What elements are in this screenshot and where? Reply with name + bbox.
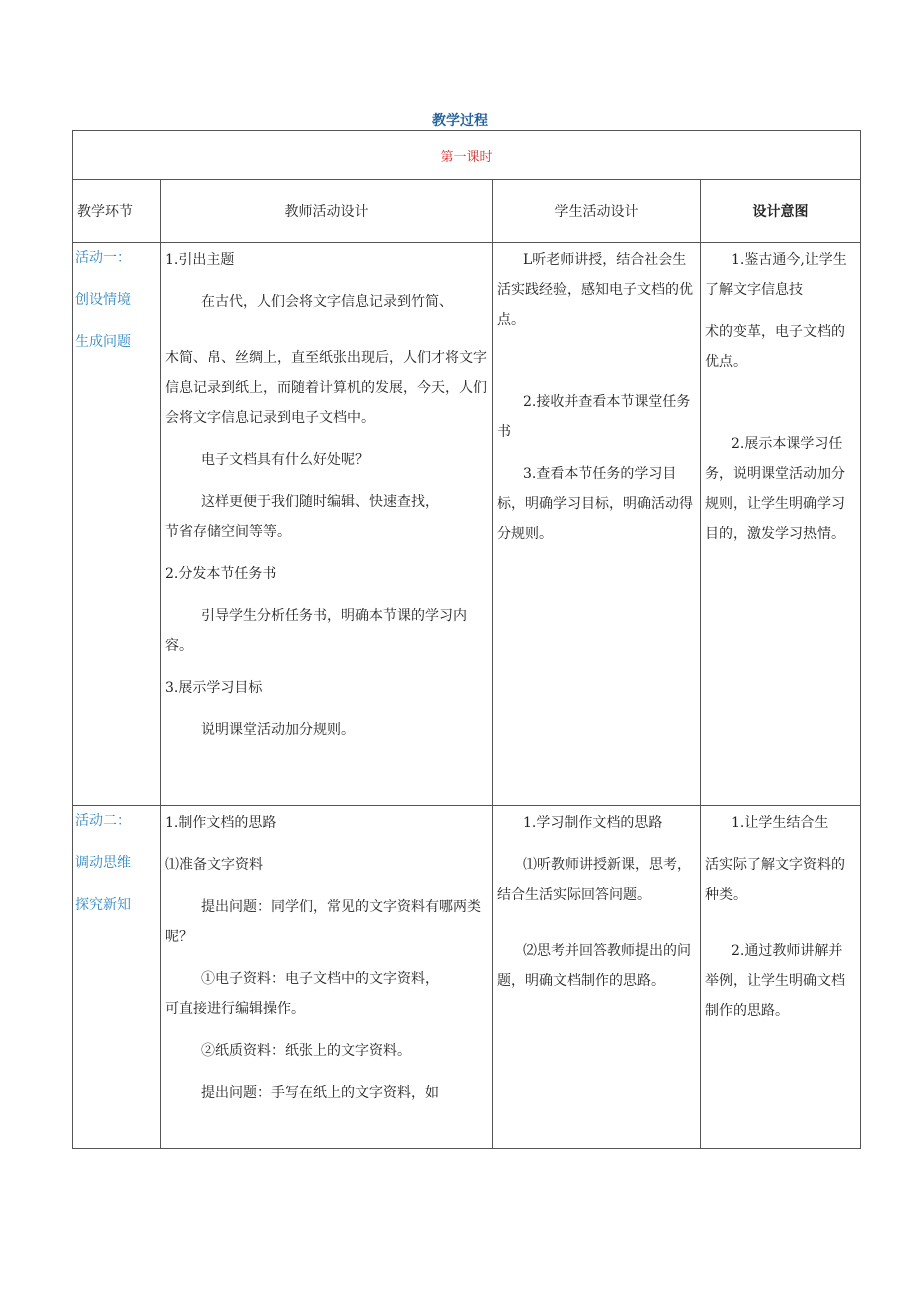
student-cell: [493, 806, 701, 1149]
teacher-text: ②纸质资料：纸张上的文字资料。: [201, 1043, 411, 1059]
teacher-text: 说明课堂活动加分规则。: [201, 722, 355, 738]
teacher-text: 提出问题：同学们，常见的文字资料有哪两类呢？: [165, 899, 481, 945]
teacher-text: 这样更便于我们随时编辑、快速查找，: [201, 494, 439, 510]
student-text: 2.接收并查看本节课堂任务书: [497, 394, 691, 440]
teacher-text: 可直接进行编辑操作。: [165, 1001, 305, 1017]
intent-text: 1.鉴古通今,让学生了解文字信息技: [705, 252, 847, 298]
student-cell: [493, 243, 701, 806]
student-text: ⑴听教师讲授新课，思考，结合生活实际回答问题。: [497, 857, 691, 903]
intent-text: 活实际了解文字资料的种类。: [705, 857, 845, 903]
teacher-cell: [161, 806, 493, 1149]
stage-line: 探究新知: [75, 897, 131, 913]
header-teacher: 教师活动设计: [161, 180, 493, 243]
stage-line: 生成问题: [75, 334, 131, 350]
stage-line: 创设情境: [75, 292, 131, 308]
header-stage: 教学环节: [73, 180, 161, 243]
teacher-text: 节省存储空间等等。: [165, 524, 291, 540]
teacher-cell: [161, 243, 493, 806]
teacher-text: 木简、帛、丝绸上，直至纸张出现后，人们才将文字信息记录到纸上，而随着计算机的发展，今天，人们会将文字信息记录到电子文档中。: [165, 350, 487, 426]
student-text: 1.学习制作文档的思路: [523, 815, 663, 831]
header-intent: 设计意图: [701, 180, 861, 243]
stage-line: 活动一：: [75, 250, 131, 266]
lesson-table: [72, 130, 861, 1149]
student-text: L听老师讲授，结合社会生活实践经验，感知电子文档的优点。: [497, 252, 693, 328]
teacher-text: ⑴准备文字资料: [165, 857, 263, 873]
teacher-text: 提出问题：手写在纸上的文字资料，如: [201, 1085, 439, 1101]
page-title: 教学过程: [432, 113, 488, 129]
header-row: [73, 180, 861, 243]
stage-cell: [73, 806, 161, 1149]
teacher-text: 在古代，人们会将文字信息记录到竹简、: [201, 294, 453, 310]
intent-text: 2.通过教师讲解并举例，让学生明确文档制作的思路。: [705, 943, 845, 1019]
intent-cell: [701, 806, 861, 1149]
teacher-text: ①电子资料：电子文档中的文字资料，: [201, 971, 439, 987]
table-row: [73, 243, 861, 806]
intent-text: 1.让学生结合生: [731, 815, 829, 831]
teacher-text: 2.分发本节任务书: [165, 566, 277, 582]
table-row: [73, 806, 861, 1149]
stage-line: 调动思维: [75, 855, 131, 871]
intent-text: 2.展示本课学习任务，说明课堂活动加分规则，让学生明确学习目的，激发学习热情。: [705, 436, 845, 542]
teacher-text: 1.制作文档的思路: [165, 815, 277, 831]
student-text: ⑵思考并回答教师提出的问题，明确文档制作的思路。: [497, 943, 691, 989]
teacher-text: 3.展示学习目标: [165, 680, 263, 696]
student-text: 3.查看本节任务的学习目标，明确学习目标，明确活动得分规则。: [497, 466, 693, 542]
intent-cell: [701, 243, 861, 806]
teacher-text: 引导学生分析任务书，明确本节课的学习内容。: [165, 608, 467, 654]
stage-line: 活动二：: [75, 813, 131, 829]
period-row: [73, 131, 861, 180]
stage-cell: [73, 243, 161, 806]
period-label: 第一课时: [73, 131, 861, 180]
header-student: 学生活动设计: [493, 180, 701, 243]
intent-text: 术的变革，电子文档的优点。: [705, 324, 845, 370]
teacher-text: 1.引出主题: [165, 252, 235, 268]
teacher-text: 电子文档具有什么好处呢？: [201, 452, 369, 468]
